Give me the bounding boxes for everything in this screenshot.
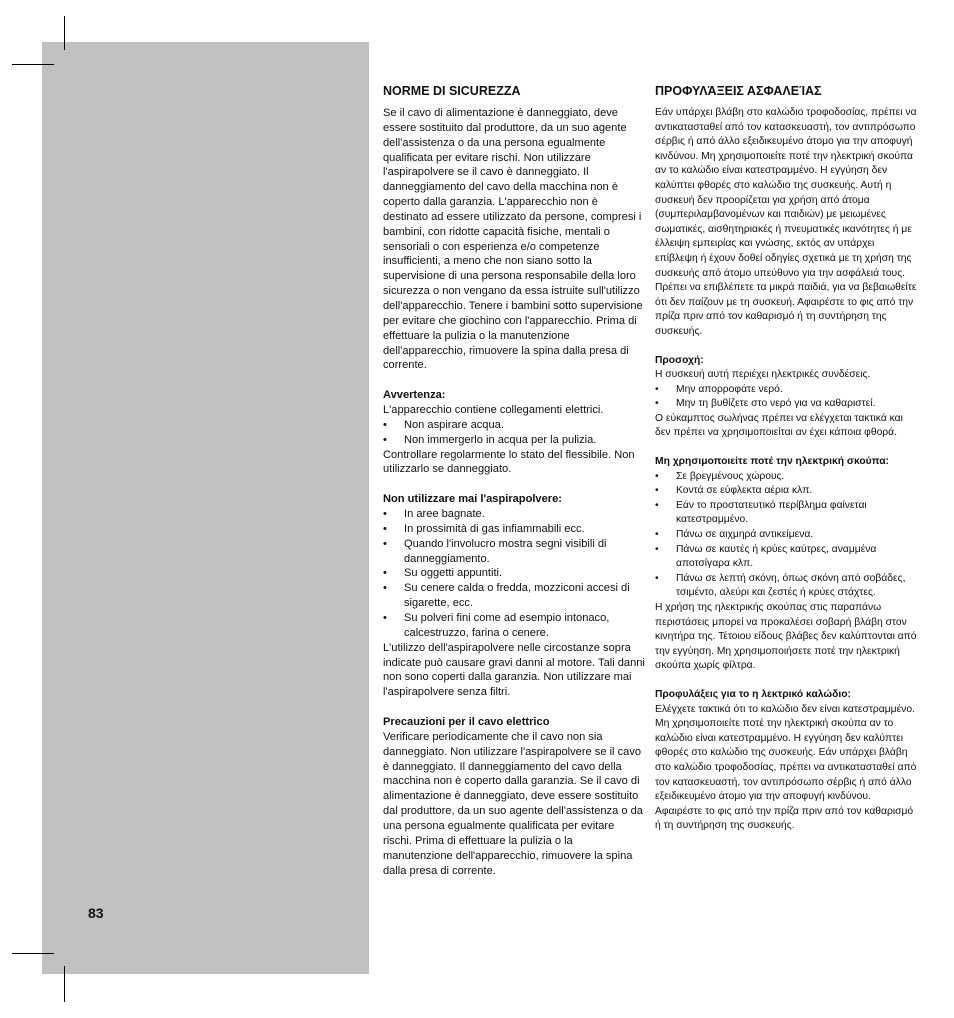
list-item: • Quando l'involucro mostra segni visibili di danneggiamento. xyxy=(383,537,607,565)
list-item: • Σε βρεγμένους χώρους. xyxy=(655,470,785,482)
greek-cable-text: Ελέγχετε τακτικά ότι το καλώδιο δεν είναι κατεστραμμένο. Μη χρησιμοποιείτε ποτέ την ηλεκτρική σκούπα αν το καλώδιο είναι κατεστραμμένο. Η εγγύηση δεν καλύπτει φθορές στο καλώδιο της συσκευής. Εάν υπάρχει βλάβη στο καλώδιο τροφοδοσίας, πρέπει να αντικατασταθεί από τον κατασκευαστή, τον αντιπρόσωπο σέρβις ή από άλλο εξειδικευμένο άτομο για την αποφυγή κινδύνου. Αφαιρέστε το φις από την πρίζα πριν από τον καθαρισμό ή τη συντήρηση της συσκευής. xyxy=(655,703,917,832)
list-item: • Non immergerlo in acqua per la pulizia. xyxy=(383,433,597,446)
greek-warning-after: Ο εύκαμπτος σωλήνας πρέπει να ελέγχεται τακτικά και δεν πρέπει να χρησιμοποιείται αν έχει κάποια φθορά. xyxy=(655,412,903,439)
italian-warning-after: Controllare regolarmente lo stato del flessibile. Non utilizzarlo se danneggiato. xyxy=(383,448,635,476)
greek-column xyxy=(655,84,917,834)
italian-never-section xyxy=(383,492,645,700)
italian-intro: Se il cavo di alimentazione è danneggiato, deve essere sostituito dal produttore, da un suo agente dell'assistenza o da una persona egualmente qualificata per evitare rischi. Non utilizzare l'aspirapolvere se il cavo è danneggiato. Il danneggiamento del cavo della macchina non è coperto dalla garanzia. L'apparecchio non è destinato ad essere utilizzato da persone, compresi i bambini, con ridotte capacità fisiche, mentali o sensoriali o con esperienza e/o competenze insufficienti, a meno che non siano sotto la supervisione di una persona responsabile della loro sicurezza o non vengano da essa istruite sull'utilizzo dell'apparecchio. Tenere i bambini sotto supervisione per evitare che giochino con l'apparecchio. Prima di effettuare la pulizia o la manutenzione dell'apparecchio, rimuovere la spina dalla presa di corrente. xyxy=(383,107,643,372)
greek-warning-heading: Προσοχή: xyxy=(655,354,704,366)
italian-title: NORME DI SICUREZZA xyxy=(383,84,521,98)
crop-mark-top-vertical xyxy=(64,16,65,50)
list-item: • Κοντά σε εύφλεκτα αέρια κλπ. xyxy=(655,485,813,497)
italian-warning-list xyxy=(383,418,645,448)
italian-cable-heading: Precauzioni per il cavo elettrico xyxy=(383,716,550,729)
italian-never-list xyxy=(383,507,645,641)
crop-mark-bottom-horizontal xyxy=(12,953,54,954)
list-item: • Πάνω σε λεπτή σκόνη, όπως σκόνη από σοβάδες, τσιμέντο, αλεύρι και ζεστές ή κρύες στάχτες. xyxy=(655,572,906,599)
greek-title: ΠΡΟΦΥΛΆΞΕΙΣ ΑΣΦΑΛΕΊΑΣ xyxy=(655,84,822,98)
greek-warning-text: Η συσκευή αυτή περιέχει ηλεκτρικές συνδέσεις. xyxy=(655,369,871,381)
italian-cable-section xyxy=(383,715,645,878)
list-item: • Μην τη βυθίζετε στο νερό για να καθαριστεί. xyxy=(655,398,876,410)
list-item: • Μην απορροφάτε νερό. xyxy=(655,383,783,395)
greek-never-after: Η χρήση της ηλεκτρικής σκούπας στις παραπάνω περιστάσεις μπορεί να προκαλέσει σοβαρή βλάβη στον κινητήρα της. Τέτοιου είδους βλάβες δεν καλύπτονται από την εγγύηση. Μη χρησιμοποιήσετε ποτέ την ηλεκτρική σκούπα χωρίς φίλτρα. xyxy=(655,602,917,672)
greek-cable-section xyxy=(655,688,917,834)
greek-warning-list xyxy=(655,383,917,412)
list-item: • In aree bagnate. xyxy=(383,508,485,521)
list-item: • Non aspirare acqua. xyxy=(383,418,504,431)
list-item: • Πάνω σε αιχμηρά αντικείμενα. xyxy=(655,529,814,541)
greek-never-heading: Μη χρησιμοποιείτε ποτέ την ηλεκτρική σκούπα: xyxy=(655,456,889,468)
list-item: • Πάνω σε καυτές ή κρύες καύτρες, αναμμένα αποτσίγαρα κλπ. xyxy=(655,543,877,570)
list-item: • Su oggetti appuntiti. xyxy=(383,567,503,580)
italian-never-after: L'utilizzo dell'aspirapolvere nelle circostanze sopra indicate può causare gravi danni al motore. Tali danni non sono coperti dalla garanzia. Non utilizzare mai l'aspirapolvere senza filtri. xyxy=(383,641,645,699)
italian-cable-text: Verificare periodicamente che il cavo non sia danneggiato. Non utilizzare l'aspirapolvere se il cavo è danneggiato. Il danneggiamento del cavo della macchina non è coperto dalla garanzia. Se il cavo di alimentazione è danneggiato, deve essere sostituito dal produttore, da un suo agente dell'assistenza o da una persona egualmente qualificata per evitare rischi. Prima di effettuare la pulizia o la manutenzione dell'apparecchio, rimuovere la spina dalla presa di corrente. xyxy=(383,730,643,877)
greek-never-list xyxy=(655,470,917,601)
list-item: • In prossimità di gas infiammabili ecc. xyxy=(383,522,585,535)
list-item: • Εάν το προστατευτικό περίβλημα φαίνεται κατεστραμμένο. xyxy=(655,499,867,526)
greek-cable-heading: Προφυλάξεις για το η λεκτρικό καλώδιο: xyxy=(655,688,851,700)
greek-never-section xyxy=(655,455,917,674)
crop-mark-top-horizontal xyxy=(12,64,54,65)
italian-warning-text: L'apparecchio contiene collegamenti elettrici. xyxy=(383,404,604,417)
italian-warning-heading: Avvertenza: xyxy=(383,389,446,402)
list-item: • Su polveri fini come ad esempio intonaco, calcestruzzo, farina o cenere. xyxy=(383,612,610,639)
italian-never-heading: Non utilizzare mai l'aspirapolvere: xyxy=(383,493,562,506)
italian-warning-section xyxy=(383,388,645,477)
crop-mark-bottom-vertical xyxy=(64,966,65,1002)
italian-column xyxy=(383,84,645,878)
gray-side-panel xyxy=(42,42,369,974)
page-number: 83 xyxy=(88,905,104,921)
list-item: • Su cenere calda o fredda, mozziconi accesi di sigarette, ecc. xyxy=(383,582,630,610)
greek-warning-section xyxy=(655,354,917,442)
greek-intro: Εάν υπάρχει βλάβη στο καλώδιο τροφοδοσίας, πρέπει να αντικατασταθεί από τον κατασκευαστή, τον αντιπρόσωπο σέρβις ή από άλλο εξειδικευμένο άτομο για την αποφυγή κινδύνου. Μη χρησιμοποιείτε ποτέ την ηλεκτρική σκούπα αν το καλώδιο είναι κατεστραμμένο. Η εγγύηση δεν καλύπτει φθορές στο καλώδιο της συσκευής. Αυτή η συσκευή δεν προορίζεται για χρήση από άτομα (συμπεριλαμβανομένων και παιδιών) με μειωμένες σωματικές, αισθητηριακές ή πνευματικές ικανότητες ή με έλλειψη εμπειρίας και γνώσης, εκτός αν υπάρχει επίβλεψη ή έχουν δοθεί οδηγίες σχετικά με τη χρήση της συσκευής από άτομο υπεύθυνο για την ασφάλειά τους. Πρέπει να επιβλέπετε τα μικρά παιδιά, για να βεβαιωθείτε ότι δεν παίζουν με τη συσκευή. Αφαιρέστε το φις από την πρίζα πριν από τον καθαρισμό ή τη συντήρηση της συσκευής. xyxy=(655,107,917,337)
